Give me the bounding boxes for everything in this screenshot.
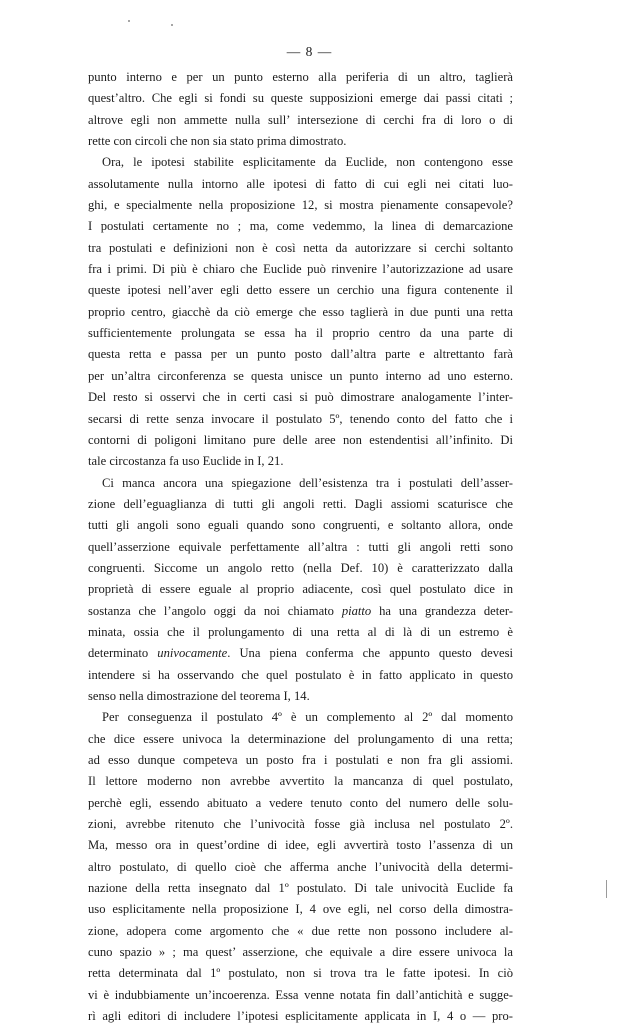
italic-term: univocamente <box>157 646 228 661</box>
text-line: cuno spazio » ; ma quest’ asserzione, che equivale a dire essere univoca la <box>88 945 513 960</box>
text-line: fra i primi. Di più è chiaro che Euclide può rinvenire l’autorizzazione ad usare <box>88 262 513 277</box>
text-line: punto interno e per un punto esterno alla periferia di un altro, taglierà <box>88 70 513 84</box>
text-line: zione, adopera come argomento che « due rette non possono includere al- <box>88 923 513 938</box>
text-line: altrove egli non ammette nulla sull’ intersezione di cerchi fra di loro o di <box>88 112 513 127</box>
text-line: perchè egli, essendo abituato a vedere tenuto conto del numero delle solu- <box>88 795 513 810</box>
text-line: queste ipotesi nell’aver egli detto essere un cerchio una figura contenente il <box>88 283 513 298</box>
text-line: rì agli editori di includere l’ipotesi esplicitamente applicata in I, 4 o — pro- <box>88 1009 513 1024</box>
text-line: Ora, le ipotesi stabilite esplicitamente da Euclide, non contengono esse <box>102 155 513 170</box>
text-line: determinato univocamente. Una piena conferma che appunto questo devesi <box>88 646 514 661</box>
text-line: Il lettore moderno non avrebbe avvertito la mancanza di quel postulato, <box>88 774 513 789</box>
text-line: Ci manca ancora una spiegazione dell’esistenza tra i postulati dell’asser- <box>102 475 513 490</box>
text-line: zione dell’eguaglianza di tutti gli angoli retti. Dagli assiomi scaturisce che <box>88 496 513 511</box>
text-line: sostanza che l’angolo oggi da noi chiamato piatto ha una grandezza deter- <box>88 603 513 618</box>
text-line: zioni, avrebbe ritenuto che l’univocità fosse già inclusa nel postulato 2º. <box>88 817 513 832</box>
text-line: contorni di poligoni limitano pure delle aree non estendentisi all’infinito. Di <box>88 432 513 447</box>
text-line: senso nella dimostrazione del teorema I, 14. <box>88 688 310 703</box>
text-line: che dice essere univoca la determinazione del prolungamento di una retta; <box>88 731 513 746</box>
text-line: proprietà di essere eguale al proprio adiacente, così quel postulato dice in <box>88 582 513 597</box>
text-line: Del resto si osservi che in certi casi si può dimostrare analogamente l’inter- <box>88 390 513 405</box>
text-line: ad esso dunque competeva un posto fra i postulati e non fra gli assiomi. <box>88 753 513 767</box>
page-edge-mark <box>606 880 607 898</box>
text-line: per un’altra circonferenza se questa unisce un punto interno ad uno esterno. <box>88 368 513 383</box>
text-line: tra postulati e definizioni non è così netta da autorizzare si cerchi soltanto <box>88 240 513 255</box>
speck <box>171 24 173 26</box>
text-line: vi è indubbiamente un’incoerenza. Essa venne notata fin dall’antichità e sugge- <box>88 987 513 1002</box>
text-line: I postulati certamente no ; ma, come vedemmo, la linea di demarcazione <box>88 219 513 234</box>
text-line: quest’altro. Che egli si fondi su queste supposizioni emerge dai passi citati ; <box>88 91 513 106</box>
text-line: questa retta e passa per un punto posto dall’altra parte e altrettanto farà <box>88 347 513 362</box>
text-line: minata, ossia che il prolungamento di una retta al di là di un estremo è <box>88 624 513 639</box>
text-line: intendere si ha osservando che quel postulato è in fatto applicato in questo <box>88 667 513 682</box>
text-line: quell’asserzione equivale perfettamente all’altra : tutti gli angoli retti sono <box>88 539 513 554</box>
italic-term: piatto <box>341 603 372 618</box>
speck <box>128 20 130 22</box>
text-line: tale circostanza fa uso Euclide in I, 21. <box>88 454 284 469</box>
text-line: congruenti. Siccome un angolo retto (nella Def. 10) è caratterizzato dalla <box>88 560 513 575</box>
text-line: nazione della retta insegnato dal 1º postulato. Di tale univocità Euclide fa <box>88 881 513 896</box>
text-line: uso esplicitamente nella proposizione I, 4 ove egli, nel corso della dimostra- <box>88 902 513 917</box>
text-line: secarsi di rette senza invocare il postulato 5º, tenendo conto del fatto che i <box>88 411 513 426</box>
text-line: assolutamente nulla intorno alle ipotesi di fatto di cui egli nei citati luo- <box>88 176 513 191</box>
text-line: tutti gli angoli sono eguali quando sono congruenti, e soltanto allora, onde <box>88 518 513 533</box>
text-line: rette con circoli che non sia stato prima dimostrato. <box>88 134 347 149</box>
text-line: retta determinata dal 1º postulato, non si trova tra le fatte ipotesi. In ciò <box>88 966 513 981</box>
text-line: ghi, e specialmente nella proposizione 12, si mostra pienamente consapevole? <box>88 198 513 213</box>
body-text <box>88 67 513 1027</box>
text-line: altro postulato, di quello cioè che afferma anche l’univocità della determi- <box>88 859 513 874</box>
text-line: Ma, messo ora in quest’ordine di idee, egli avvertirà tosto l’assenza di un <box>88 838 513 853</box>
text-line: sufficientemente prolungata se essa ha il proprio centro da una parte di <box>88 326 513 341</box>
text-line: Per conseguenza il postulato 4º è un complemento al 2º dal momento <box>102 710 513 725</box>
page-number: — 8 — <box>286 44 333 59</box>
text-line: proprio centro, giacchè da ciò emerge che esso taglierà in due punti una retta <box>88 304 513 319</box>
